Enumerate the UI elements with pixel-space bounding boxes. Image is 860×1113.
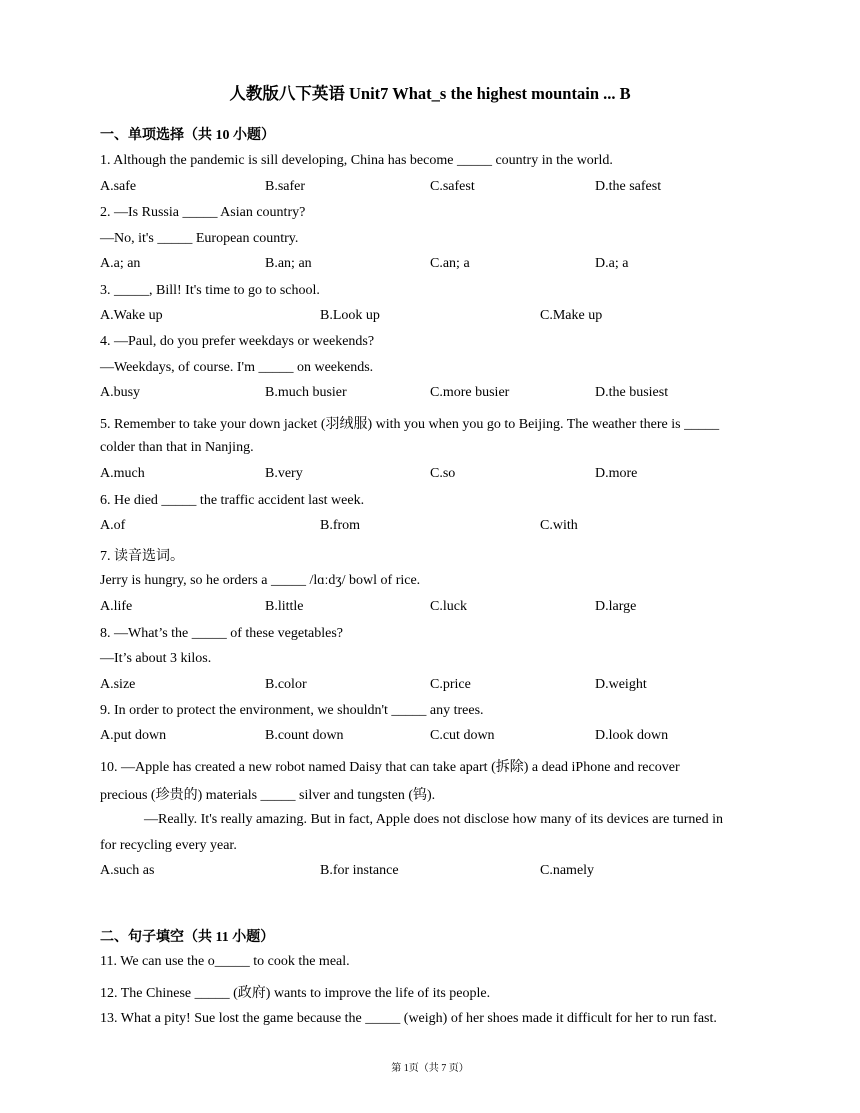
question-8-options (100, 677, 780, 697)
option-c: C.so (430, 466, 456, 481)
document-title: 人教版八下英语 Unit7 What_s the highest mountain ... B (229, 84, 631, 103)
option-d: D.more (595, 466, 638, 481)
option-b: B.color (265, 677, 307, 692)
question-10-options (100, 863, 780, 883)
option-b: B.safer (265, 179, 306, 194)
option-c: C.price (430, 677, 471, 692)
option-a: A.safe (100, 179, 137, 194)
option-d: D.look down (595, 728, 669, 743)
question-10-text-3: —Really. It's really amazing. But in fact, Apple does not disclose how many of its devices are turned in (144, 812, 723, 827)
option-a: A.Wake up (100, 308, 163, 323)
option-a: A.put down (100, 728, 167, 743)
option-d: D.the busiest (595, 385, 669, 400)
question-10-text-2: precious (珍贵的) materials _____ silver and tungsten (钨). (100, 788, 436, 803)
option-b: B.Look up (320, 308, 380, 323)
question-9-options (100, 728, 780, 748)
option-b: B.an; an (265, 256, 312, 271)
question-6-options (100, 518, 780, 538)
option-b: B.very (265, 466, 303, 481)
question-1-options (100, 179, 780, 199)
question-10-text: 10. —Apple has created a new robot named Daisy that can take apart (拆除) a dead iPhone and recover (100, 760, 680, 775)
question-10-text-4: for recycling every year. (100, 838, 237, 853)
question-4-text-2: —Weekdays, of course. I'm _____ on weekends. (100, 360, 374, 375)
question-2-text-2: —No, it's _____ European country. (100, 231, 299, 246)
question-5-options (100, 466, 780, 486)
question-2-text: 2. —Is Russia _____ Asian country? (100, 205, 306, 220)
option-c: C.cut down (430, 728, 495, 743)
question-11-text: 11. We can use the o_____ to cook the meal. (100, 954, 350, 969)
section-heading-sentence-fill: 二、句子填空（共 11 小题） (100, 930, 275, 945)
option-b: B.for instance (320, 863, 399, 878)
option-b: B.count down (265, 728, 344, 743)
option-c: C.an; a (430, 256, 470, 271)
option-b: B.little (265, 599, 304, 614)
question-13-text: 13. What a pity! Sue lost the game because the _____ (weigh) of her shoes made it difficult for her to run fast. (100, 1011, 717, 1026)
option-d: D.weight (595, 677, 647, 692)
option-b: B.much busier (265, 385, 347, 400)
section-heading-multiple-choice: 一、单项选择（共 10 小题） (100, 128, 275, 143)
option-a: A.busy (100, 385, 141, 400)
question-7-options (100, 599, 780, 619)
option-d: D.the safest (595, 179, 662, 194)
question-2-options (100, 256, 780, 276)
option-a: A.of (100, 518, 126, 533)
option-c: C.with (540, 518, 578, 533)
question-8-text-2: —It’s about 3 kilos. (100, 651, 212, 666)
option-a: A.a; an (100, 256, 141, 271)
option-c: C.namely (540, 863, 595, 878)
option-a: A.size (100, 677, 136, 692)
option-a: A.such as (100, 863, 155, 878)
option-c: C.Make up (540, 308, 603, 323)
question-7-text-2: Jerry is hungry, so he orders a _____ /lɑːdʒ/ bowl of rice. (100, 573, 421, 588)
question-3-options (100, 308, 780, 328)
question-4-text: 4. —Paul, do you prefer weekdays or weekends? (100, 334, 375, 349)
question-5-text-2: colder than that in Nanjing. (100, 440, 254, 455)
question-3-text: 3. _____, Bill! It's time to go to school. (100, 283, 320, 298)
option-c: C.luck (430, 599, 467, 614)
option-d: D.large (595, 599, 637, 614)
question-9-text: 9. In order to protect the environment, we shouldn't _____ any trees. (100, 703, 484, 718)
option-c: C.more busier (430, 385, 510, 400)
option-c: C.safest (430, 179, 475, 194)
question-7-text: 7. 读音选词。 (100, 549, 184, 564)
question-12-text: 12. The Chinese _____ (政府) wants to improve the life of its people. (100, 986, 491, 1001)
question-1-text: 1. Although the pandemic is sill developing, China has become _____ country in the world. (100, 153, 613, 168)
page-footer: 第 1页（共 7 页） (391, 1063, 469, 1074)
option-b: B.from (320, 518, 361, 533)
question-6-text: 6. He died _____ the traffic accident last week. (100, 493, 365, 508)
question-4-options (100, 385, 780, 405)
question-5-text: 5. Remember to take your down jacket (羽绒服) with you when you go to Beijing. The weather there is _____ (100, 417, 720, 432)
option-a: A.much (100, 466, 145, 481)
option-a: A.life (100, 599, 133, 614)
option-d: D.a; a (595, 256, 629, 271)
question-8-text: 8. —What’s the _____ of these vegetables? (100, 626, 343, 641)
